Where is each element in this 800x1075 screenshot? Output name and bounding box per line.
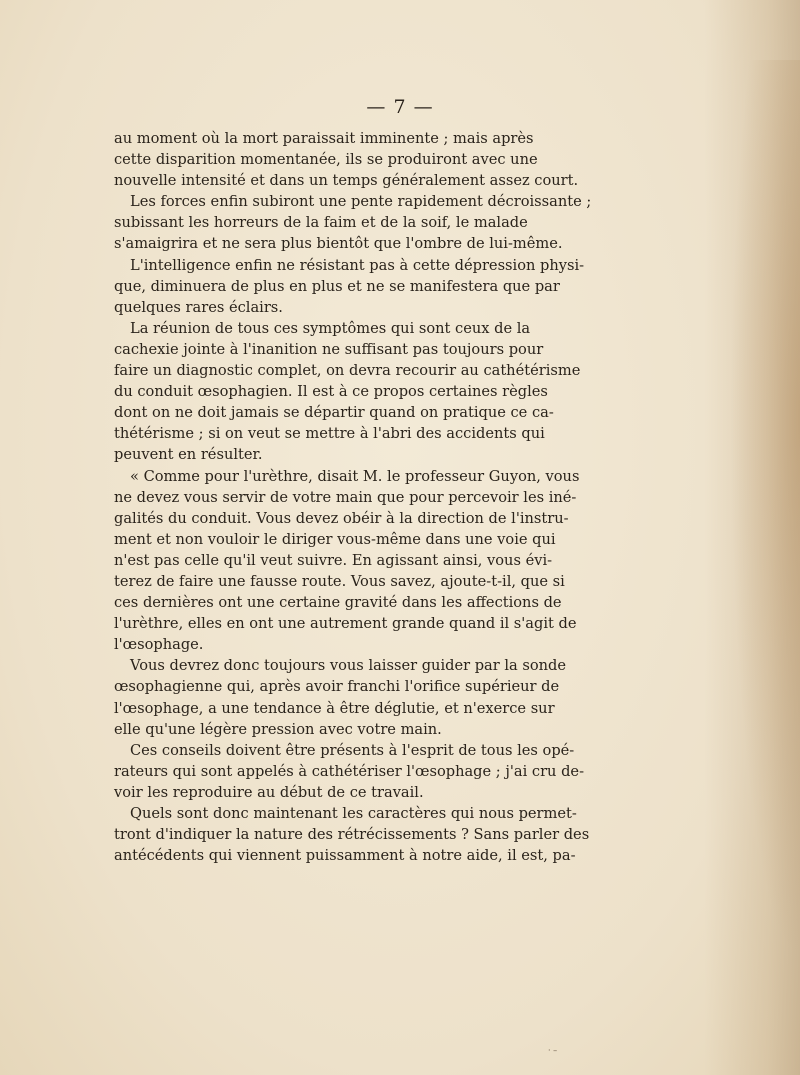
text-line: La réunion de tous ces symptômes qui sont ceux de la xyxy=(130,319,531,337)
paragraph xyxy=(114,803,590,866)
page-number: — 7 — xyxy=(366,96,434,118)
text-line: thétérisme ; si on veut se mettre à l'abri des accidents qui xyxy=(114,425,545,443)
text-line: œsophagienne qui, après avoir franchi l'orifice supérieur de xyxy=(114,678,560,696)
paragraph xyxy=(114,255,585,318)
ink-speck: · – xyxy=(548,1046,558,1055)
text-line: Ces conseils doivent être présents à l'esprit de tous les opé- xyxy=(130,741,575,759)
text-line: nouvelle intensité et dans un temps généralement assez court. xyxy=(114,172,579,190)
text-line: ces dernières ont une certaine gravité dans les affections de xyxy=(114,594,562,612)
text-line: n'est pas celle qu'il veut suivre. En agissant ainsi, vous évi- xyxy=(114,551,553,569)
text-line: peuvent en résulter. xyxy=(114,446,263,464)
text-line: subissant les horreurs de la faim et de la soif, le malade xyxy=(114,214,528,232)
text-line: galités du conduit. Vous devez obéir à la direction de l'instru- xyxy=(114,509,569,527)
text-line: ment et non vouloir le diriger vous-même dans une voie qui xyxy=(114,530,556,548)
paragraph xyxy=(114,191,592,254)
paragraph xyxy=(114,740,584,803)
text-line: du conduit œsophagien. Il est à ce propos certaines règles xyxy=(114,383,548,401)
paragraph xyxy=(114,466,580,656)
text-line: Quels sont donc maintenant les caractères qui nous permet- xyxy=(130,805,577,822)
text-line: l'œsophage, a une tendance à être déglutie, et n'exerce sur xyxy=(114,699,555,717)
text-line: que, diminuera de plus en plus et ne se manifestera que par xyxy=(114,277,560,295)
text-line: l'urèthre, elles en ont une autrement grande quand il s'agit de xyxy=(114,615,577,633)
text-line: faire un diagnostic complet, on devra recourir au cathétérisme xyxy=(114,362,581,380)
text-line: terez de faire une fausse route. Vous savez, ajoute-t-il, que si xyxy=(114,572,565,590)
paragraph xyxy=(114,655,567,739)
text-line: voir les reproduire au début de ce travail. xyxy=(114,783,424,801)
text-line: elle qu'une légère pression avec votre main. xyxy=(114,720,442,738)
text-line: quelques rares éclairs. xyxy=(114,298,283,316)
text-line: l'œsophage. xyxy=(114,636,204,654)
text-line: tront d'indiquer la nature des rétrécissements ? Sans parler des xyxy=(114,826,590,844)
text-line: au moment où la mort paraissait imminente ; mais après xyxy=(114,130,534,147)
page-edge-stain xyxy=(730,60,800,960)
text-line: antécédents qui viennent puissamment à notre aide, il est, pa- xyxy=(114,847,576,865)
text-line: cachexie jointe à l'inanition ne suffisant pas toujours pour xyxy=(114,340,544,358)
text-line: rateurs qui sont appelés à cathétériser l'œsophage ; j'ai cru de- xyxy=(114,762,584,780)
body-text xyxy=(114,128,592,866)
text-line: Vous devrez donc toujours vous laisser guider par la sonde xyxy=(130,657,567,675)
text-line: cette disparition momentanée, ils se produiront avec une xyxy=(114,151,538,169)
text-line: ne devez vous servir de votre main que pour percevoir les iné- xyxy=(114,488,577,506)
text-line: « Comme pour l'urèthre, disait M. le professeur Guyon, vous xyxy=(130,467,580,485)
text-line: Les forces enfin subiront une pente rapidement décroissante ; xyxy=(130,193,592,211)
paragraph xyxy=(114,318,581,466)
text-line: dont on ne doit jamais se départir quand on pratique ce ca- xyxy=(114,404,554,422)
text-line: s'amaigrira et ne sera plus bientôt que l'ombre de lui-même. xyxy=(114,235,563,253)
paragraph xyxy=(114,128,579,191)
text-line: L'intelligence enfin ne résistant pas à cette dépression physi- xyxy=(130,256,585,274)
